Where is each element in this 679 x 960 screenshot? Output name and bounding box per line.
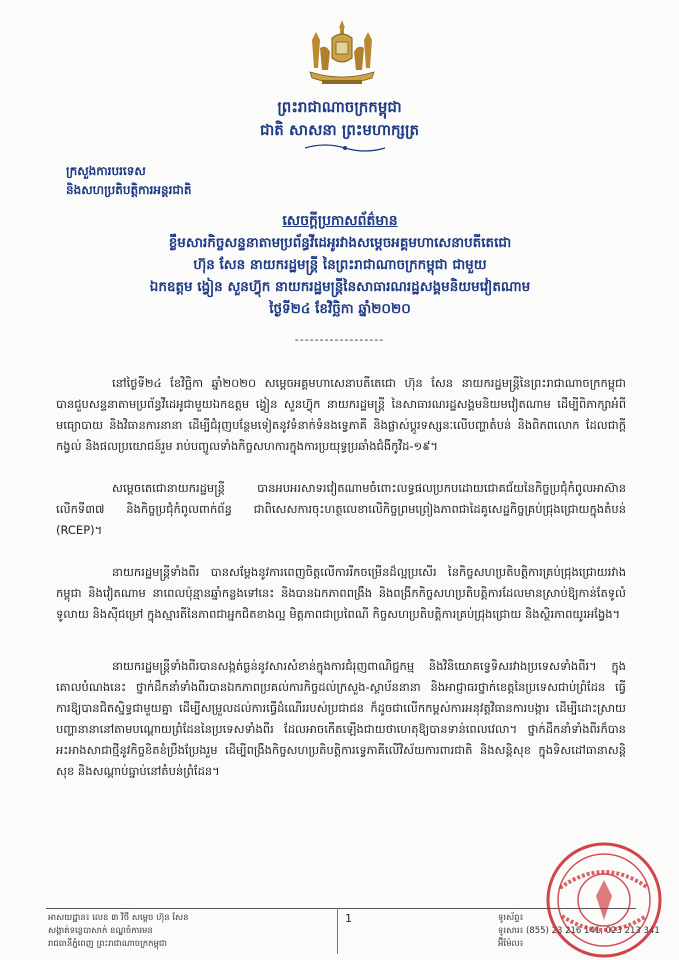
body-paragraph (56, 478, 626, 541)
contact-line: ទូរសារ៖ (855) 23 216 141, 023 213 341 (498, 926, 660, 936)
title-line: ហ៊ុន សែន នាយករដ្ឋមន្ត្រី នៃព្រះរាជាណាចក្រកម្ពុជា ជាមួយ (193, 257, 487, 273)
footer-address (48, 912, 189, 951)
paragraph-text: នាយករដ្ឋមន្ត្រីទាំងពីរបានសង្កត់ធ្ងន់នូវសារសំខាន់ក្នុងការជំរុញពាណិជ្ជកម្ម និងវិនិយោគទ្វេទិសរវាងប្រទេសទាំងពីរ។ ក្នុងគោលបំណងនេះ ថ្នាក់ដឹកនាំទាំងពីរបានឯកភាពប្រគល់ការកិច្ចដល់ក្រសួង-ស្ថាប័ននានា និងអាជ្ញាធរថ្នាក់ខេត្តនៃប្រទេសជាប់ព្រំដែន ធ្វើការឱ្យបានជិតស្និទ្ធជាមួយគ្នា ដើម្បីសម្រួលដល់ការធ្វើដំណើររបស់ប្រជាជន ក៏ដូចជាលើកកម្ពស់ការអនុវត្តវិធានការបង្ការ ដើម្បីដោះស្រាយបញ្ហានានានៅតាមបណ្តោយព្រំដែននៃប្រទេសទាំងពីរ ដែលអាចកើតឡើងជាយថាហេតុឱ្យបានទាន់ពេលវេលា។ ថ្នាក់ដឹកនាំទាំងពីរក៏បានអះអាងសាជាថ្មីនូវកិច្ចខិតខំប្រឹងប្រែងរួម ដើម្បីពង្រឹងកិច្ចសហប្រតិបត្តិការទ្វេភាគីលើវិស័យការពារជាតិ និងសន្តិសុខ ក្នុងទិសដៅធានាសន្តិសុខ និងសណ្តាប់ធ្នាប់នៅតំបន់ព្រំដែន។ (56, 659, 626, 778)
press-release-title (40, 210, 640, 320)
contact-line: អ៊ីម៉ែល៖ (498, 939, 524, 949)
kingdom-motto-line1: ព្រះរាជាណាចក្រកម្ពុជា (277, 98, 402, 116)
address-line: អាសយដ្ឋាន៖ លេខ ៣ វិថី សម្តេច ហ៊ុន សែន (48, 913, 189, 923)
ministry-name-line1: ក្រសួងការបរទេស (66, 164, 146, 178)
kingdom-motto-line2: ជាតិ សាសនា ព្រះមហាក្សត្រ (260, 121, 419, 139)
page-number: 1 (345, 912, 352, 925)
ornament-divider (300, 142, 390, 154)
title-line: សេចក្តីប្រកាសព័ត៌មាន (282, 213, 398, 229)
title-date-line: ថ្ងៃទី២៤ ខែវិច្ឆិកា ឆ្នាំ២០២០ (269, 301, 411, 317)
body-paragraph (56, 373, 626, 457)
address-line: រាជធានីភ្នំពេញ ព្រះរាជាណាចក្រកម្ពុជា (48, 939, 167, 949)
title-line: ខ្លឹមសារកិច្ចសន្ទនាតាមប្រព័ន្ធវីដេអូរវាងសម្តេចអគ្គមហាសេនាបតីតេជោ (168, 235, 512, 251)
footer-column-divider (337, 908, 338, 954)
body-paragraph (56, 562, 626, 625)
ministry-seal-stamp (540, 836, 668, 960)
paragraph-text: សម្តេចតេជោនាយករដ្ឋមន្ត្រី បានអបអរសាទរវៀតណាមចំពោះលទ្ធផលប្រកបដោយជោគជ័យនៃកិច្ចប្រជុំកំពូលអាស៊ានលើកទី៣៧ និងកិច្ចប្រជុំកំពូលពាក់ព័ន្ធ ជាពិសេសការចុះហត្ថលេខាលើកិច្ចព្រមព្រៀងភាពជាដៃគូសេដ្ឋកិច្ចគ្រប់ជ្រុងជ្រោយក្នុងតំបន់ (RCEP)។ (56, 481, 626, 537)
ministry-name-line2: និងសហប្រតិបត្តិការអន្តរជាតិ (66, 183, 192, 197)
body-paragraph (56, 656, 626, 782)
paragraph-text: នាយករដ្ឋមន្ត្រីទាំងពីរ បានសម្តែងនូវការពេញចិត្តលើការរីកចម្រើនដ៏ល្អប្រសើរ នៃកិច្ចសហប្រតិបត្តិការគ្រប់ជ្រុងជ្រោយរវាងកម្ពុជា និងវៀតណាម នាពេលប៉ុន្មានឆ្នាំកន្លងទៅនេះ និងបានឯកភាពពង្រឹង និងពង្រីកកិច្ចសហប្រតិបត្តិការដែលមានស្រាប់ឱ្យកាន់តែទូលំទូលាយ និងស៊ីជម្រៅ ក្នុងស្មារតីនៃភាពជាអ្នកជិតខាងល្អ មិត្តភាពជាប្រពៃណី កិច្ចសហប្រតិបត្តិការគ្រប់ជ្រុងជ្រោយ និងស្ថិរភាពយូរអង្វែង។ (56, 565, 626, 621)
title-separator: ------------------ (294, 333, 385, 346)
paragraph-text: នៅថ្ងៃទី២៤ ខែវិច្ឆិកា ឆ្នាំ២០២០ សម្តេចអគ្គមហាសេនាបតីតេជោ ហ៊ុន សែន នាយករដ្ឋមន្ត្រីនៃព្រះរាជាណាចក្រកម្ពុជា បានជួបសន្ទនាតាមប្រព័ន្ធវីដេអូជាមួយឯកឧត្តម ង្វៀន សួនហ៊្វុក នាយករដ្ឋមន្ត្រី នៃសាធារណរដ្ឋសង្គមនិយមវៀតណាម ដើម្បីពិភាក្សាអំពីមធ្យោបាយ និងវិធានការនានា ដើម្បីជំរុញបន្ថែមទៀតនូវទំនាក់ទំនងទ្វេភាគី និងផ្លាស់ប្តូរទស្សនៈលើបញ្ហាតំបន់ និងពិភពលោក ដែលជាក្តីកង្វល់ និងផលប្រយោជន៍រួម រាប់បញ្ចូលទាំងកិច្ចសហការក្នុងការប្រយុទ្ធប្រឆាំងជំងឺកូវីដ-១៩។ (56, 376, 626, 453)
royal-arms-emblem (302, 18, 382, 90)
title-line: ឯកឧត្តម ង្វៀន សួនហ៊្វុក នាយករដ្ឋមន្ត្រីនៃសាធារណរដ្ឋសង្គមនិយមវៀតណាម (149, 279, 531, 295)
address-line: សង្កាត់ទន្លេបាសាក់ ខណ្ឌចំការមន (48, 926, 153, 936)
contact-line: ទូរស័ព្ទ៖ (498, 913, 524, 923)
